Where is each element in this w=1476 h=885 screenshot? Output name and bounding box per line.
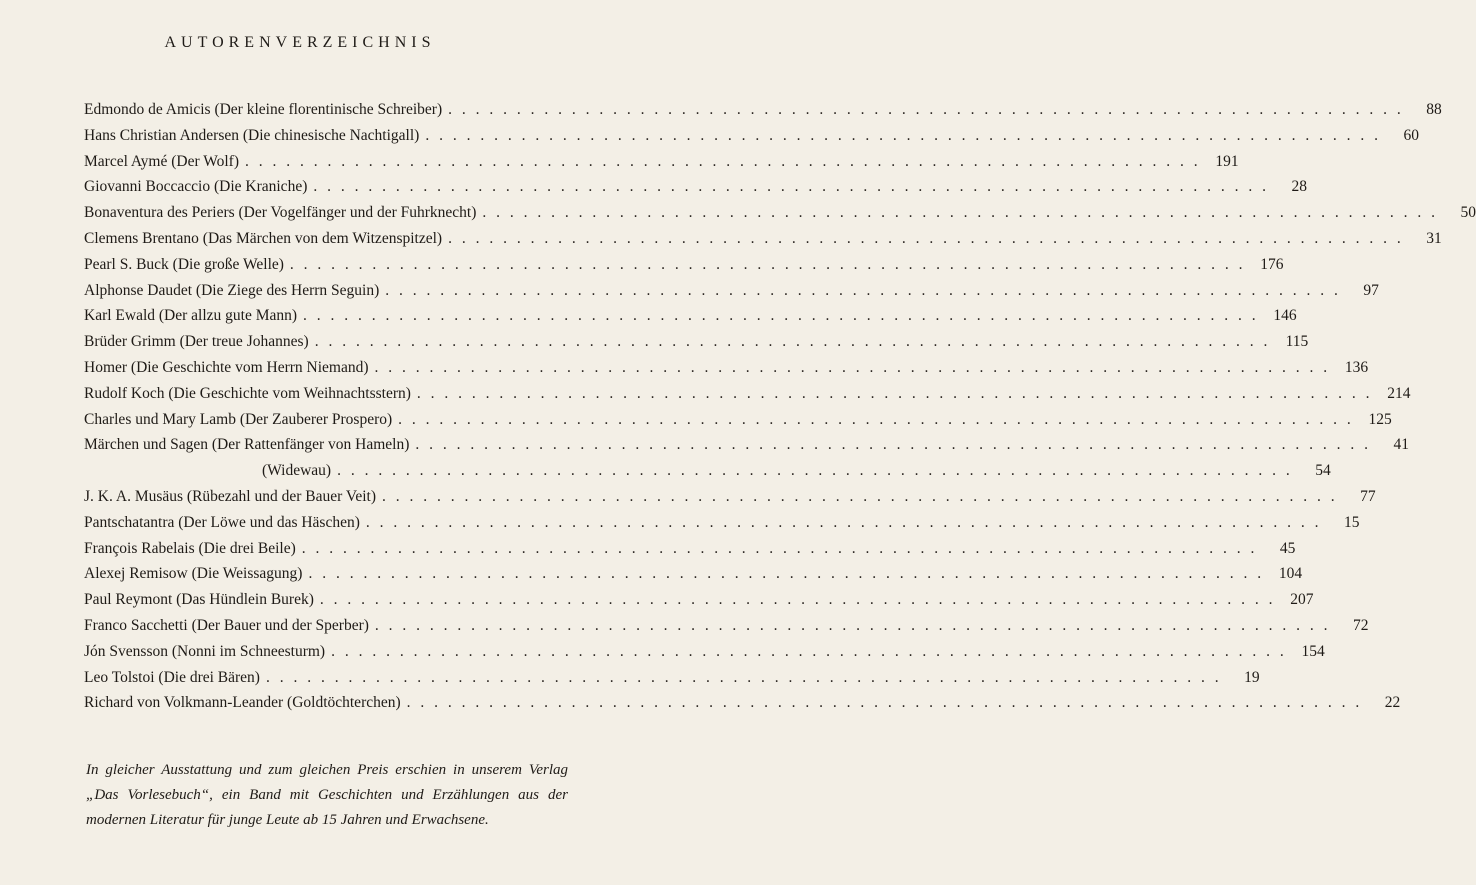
page-number: 115 [1285, 333, 1309, 351]
dot-leader [320, 587, 1276, 613]
toc-entry [84, 432, 1410, 458]
page-number: 97 [1363, 281, 1379, 299]
page-number: 28 [1291, 178, 1307, 196]
dot-leader [290, 252, 1246, 278]
toc-entry [84, 174, 1307, 200]
page-number: 22 [1384, 694, 1401, 712]
page-number: 136 [1344, 358, 1369, 376]
page-number: 45 [1279, 539, 1296, 557]
entry-text: Marcel Aymé (Der Wolf) [84, 152, 239, 170]
toc-entry [84, 690, 1401, 716]
dot-leader [375, 613, 1331, 639]
page-number: 176 [1260, 255, 1284, 273]
toc-entry [84, 303, 1297, 329]
dot-leader [366, 510, 1322, 536]
toc-entry [84, 407, 1392, 433]
toc-entry [84, 665, 1260, 691]
toc-entry [84, 613, 1369, 639]
dot-leader [382, 484, 1338, 510]
toc-entry [84, 561, 1303, 587]
dot-leader [415, 432, 1371, 458]
page-number: 191 [1215, 152, 1239, 170]
toc-entry [84, 149, 1239, 175]
entry-text: Franco Sacchetti (Der Bauer und der Sperber) [84, 616, 369, 634]
entry-text: Karl Ewald (Der allzu gute Mann) [84, 307, 298, 325]
entry-text: (Widewau) [262, 462, 332, 480]
page-number: 50 [1460, 204, 1476, 222]
entry-text: François Rabelais (Die drei Beile) [84, 539, 296, 557]
dot-leader [385, 278, 1341, 304]
entry-text: Alphonse Daudet (Die Ziege des Herrn Seguin) [84, 281, 380, 299]
dot-leader [266, 665, 1222, 691]
toc-entry [84, 278, 1379, 304]
entry-text: Charles und Mary Lamb (Der Zauberer Prospero) [84, 410, 393, 428]
page-number: 154 [1301, 642, 1325, 660]
dot-leader [337, 458, 1293, 484]
page-number: 15 [1344, 513, 1360, 531]
entry-text: Bonaventura des Periers (Der Vogelfänger und der Fuhrknecht) [84, 204, 477, 222]
page-number: 146 [1273, 307, 1297, 325]
toc-entry [84, 200, 1476, 226]
dot-leader [313, 174, 1269, 200]
page-title: AUTORENVERZEICHNIS [164, 34, 436, 51]
page-number: 54 [1315, 462, 1331, 480]
dot-leader [482, 200, 1438, 226]
entry-text: Giovanni Boccaccio (Die Kraniche) [84, 178, 308, 196]
dot-leader [425, 123, 1381, 149]
author-index [84, 97, 1476, 716]
dot-leader [375, 355, 1331, 381]
dot-leader [398, 407, 1354, 433]
toc-entry [84, 639, 1325, 665]
page-number: 72 [1353, 616, 1369, 634]
toc-entry [84, 510, 1360, 536]
entry-text: Jón Svensson (Nonni im Schneesturm) [84, 642, 326, 660]
publisher-note: In gleicher Ausstattung und zum gleichen Preis erschien in unserem Verlag „Das Vorlesebuch“, ein Band mit Geschichten und Erzählungen aus der modernen Literatur für junge Leute ab 15 Jahren und Erwachsene. [86, 762, 568, 828]
dot-leader [308, 561, 1264, 587]
page-number: 88 [1426, 101, 1442, 118]
dot-leader [407, 690, 1363, 716]
page-number: 125 [1368, 410, 1392, 428]
toc-entry [84, 458, 1331, 484]
toc-entry [84, 97, 1442, 123]
entry-text: Edmondo de Amicis (Der kleine florentinische Schreiber) [84, 101, 443, 118]
dot-leader [417, 381, 1373, 407]
toc-entry [84, 252, 1284, 278]
toc-entry [84, 123, 1419, 149]
entry-text: Paul Reymont (Das Hündlein Burek) [84, 591, 314, 609]
toc-entry [84, 355, 1369, 381]
dot-leader [302, 536, 1258, 562]
page-number: 77 [1360, 487, 1376, 505]
dot-leader [245, 149, 1201, 175]
dot-leader [315, 329, 1271, 355]
toc-entry [84, 536, 1296, 562]
toc-entry [84, 226, 1442, 252]
entry-text: Pearl S. Buck (Die große Welle) [84, 255, 284, 273]
dot-leader [331, 639, 1287, 665]
entry-text: Homer (Die Geschichte vom Herrn Niemand) [84, 358, 369, 376]
dot-leader [448, 97, 1404, 123]
toc-entry [84, 329, 1309, 355]
dot-leader [303, 303, 1259, 329]
page-number: 60 [1403, 126, 1419, 144]
entry-text: Alexej Remisow (Die Weissagung) [84, 565, 303, 583]
entry-text: Märchen und Sagen (Der Rattenfänger von Hameln) [84, 436, 410, 454]
page-number: 41 [1393, 436, 1410, 454]
entry-text: Pantschatantra (Der Löwe und das Häschen) [84, 513, 360, 531]
toc-entry [84, 587, 1314, 613]
entry-text: Leo Tolstoi (Die drei Bären) [84, 668, 260, 686]
entry-text: Brüder Grimm (Der treue Johannes) [84, 333, 309, 351]
toc-entry [84, 381, 1411, 407]
entry-text: Rudolf Koch (Die Geschichte vom Weihnachtsstern) [84, 384, 411, 402]
page-number: 31 [1426, 229, 1442, 247]
page-number: 214 [1387, 384, 1411, 402]
toc-entry [84, 484, 1376, 510]
entry-text: Richard von Volkmann-Leander (Goldtöchterchen) [84, 694, 401, 712]
dot-leader [448, 226, 1404, 252]
page-number: 19 [1244, 668, 1260, 686]
entry-text: J. K. A. Musäus (Rübezahl und der Bauer Veit) [84, 487, 377, 505]
page-number: 104 [1278, 565, 1303, 583]
page-number: 207 [1290, 591, 1314, 609]
entry-text: Clemens Brentano (Das Märchen von dem Witzenspitzel) [84, 229, 443, 247]
entry-text: Hans Christian Andersen (Die chinesische Nachtigall) [84, 126, 420, 144]
